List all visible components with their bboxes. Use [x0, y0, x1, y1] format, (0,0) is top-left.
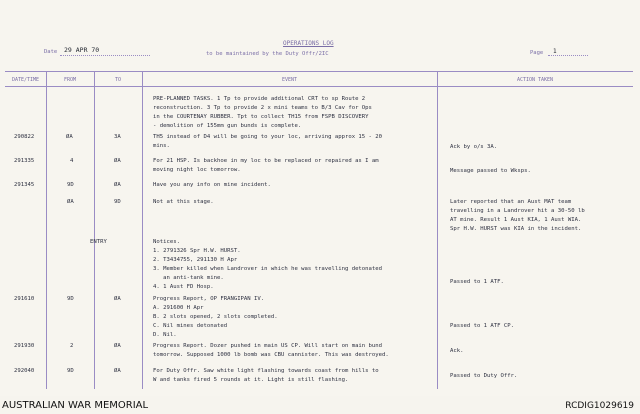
to-cell: ØA: [114, 368, 121, 374]
action-cell: Passed to 1 ATF.: [450, 279, 504, 285]
date-value: 29 APR 70: [64, 46, 100, 54]
from-cell: 4: [70, 158, 74, 164]
page-subtitle: to be maintained by the Duty Offr/2IC: [206, 51, 329, 57]
from-cell: ØA: [67, 199, 74, 205]
to-cell: ØA: [114, 296, 121, 302]
event-cell: Not at this stage.: [153, 199, 214, 205]
time-cell: 291335: [14, 158, 35, 164]
time-cell: 291345: [14, 182, 35, 188]
event-cell: For 21 HSP. Is backhoe in my loc to be replaced or repaired as I am moving night loc tomorrow.: [153, 158, 379, 173]
page-underline: [548, 55, 588, 56]
table-header-rule: [5, 86, 633, 87]
to-cell: ØA: [114, 158, 121, 164]
event-cell: PRE-PLANNED TASKS. 1 Tp to provide additional CRT to sp Route 2 reconstruction. 3 Tp to provide 2 x mini teams to B/3 Cav for Ops in the COURTENAY RUBBER. Tpt to collect TH15 from FSPB DISCOVERY - demolition of 155mm gun bunds is complete.: [153, 96, 372, 129]
event-cell: TH5 instead of D4 will be going to your loc, arriving approx 15 - 20 mins.: [153, 134, 383, 149]
action-cell: Passed to 1 ATF CP.: [450, 323, 514, 329]
page-number-value: 1: [553, 48, 557, 55]
from-cell: 2: [70, 343, 74, 349]
action-cell: Ack by o/s 3A.: [450, 144, 498, 150]
to-cell: ØA: [114, 182, 121, 188]
column-header-event: EVENT: [281, 77, 298, 83]
action-cell: Later reported that an Aust MAT team travelling in a Landrover hit a 30-50 lb AT mine. Result 1 Aust KIA, 1 Aust WIA. Spr H.W. HURST was KIA in the incident.: [450, 199, 585, 232]
action-cell: Message passed to Wksps.: [450, 168, 531, 174]
date-label: Date: [44, 49, 58, 55]
event-cell: Notices. 1. 2791326 Spr H.W. HURST. 2. T3434755, 291130 H Apr 3. Member killed when Landrover in which he was travelling detonated an anti-tank mine. 4. 1 Aust FD Hosp.: [153, 239, 383, 290]
time-cell: 291930: [14, 343, 35, 349]
to-cell: ØA: [114, 343, 121, 349]
page-number-label: Page: [530, 50, 544, 56]
column-header-datetime: DATE/TIME: [11, 77, 40, 83]
event-cell: Progress Report. Dozer pushed in main US CP. Will start on main bund tomorrow. Supposed 1000 lb bomb was CBU cannister. This was destroyed.: [153, 343, 389, 358]
event-cell: Progress Report, OP FRANGIPAN IV. A. 291600 H Apr B. 2 slots opened, 2 slots completed. C. Nil mines detonated D. Nil.: [153, 296, 278, 338]
date-underline: [60, 55, 150, 56]
column-divider: [46, 71, 47, 389]
action-cell: Ack.: [450, 348, 464, 354]
to-cell: 9D: [114, 199, 121, 205]
from-cell: 9D: [67, 368, 74, 374]
column-header-action: ACTION TAKEN: [516, 77, 554, 83]
action-cell: Passed to Duty Offr.: [450, 373, 518, 379]
archive-source-label: AUSTRALIAN WAR MEMORIAL: [2, 400, 149, 411]
column-divider: [94, 71, 95, 389]
page-title: OPERATIONS LOG: [283, 40, 334, 47]
column-divider: [142, 71, 143, 389]
to-cell: 3A: [114, 134, 121, 140]
column-divider: [437, 71, 438, 389]
time-cell: 290822: [14, 134, 35, 140]
from-cell: 9D: [67, 296, 74, 302]
entry-marker: ENTRY: [90, 239, 107, 245]
from-cell: 9D: [67, 182, 74, 188]
event-cell: For Duty Offr. Saw white light flashing towards coast from hills to W and tanks fired 5 rounds at it. Light is still flashing.: [153, 368, 379, 383]
column-header-from: FROM: [63, 77, 77, 83]
archive-record-id: RCDIG1029619: [565, 401, 634, 411]
event-cell: Have you any info on mine incident.: [153, 182, 271, 188]
table-top-rule: [5, 71, 633, 72]
column-header-to: TO: [114, 77, 122, 83]
from-cell: ØA: [66, 134, 73, 140]
time-cell: 292040: [14, 368, 35, 374]
time-cell: 291610: [14, 296, 35, 302]
